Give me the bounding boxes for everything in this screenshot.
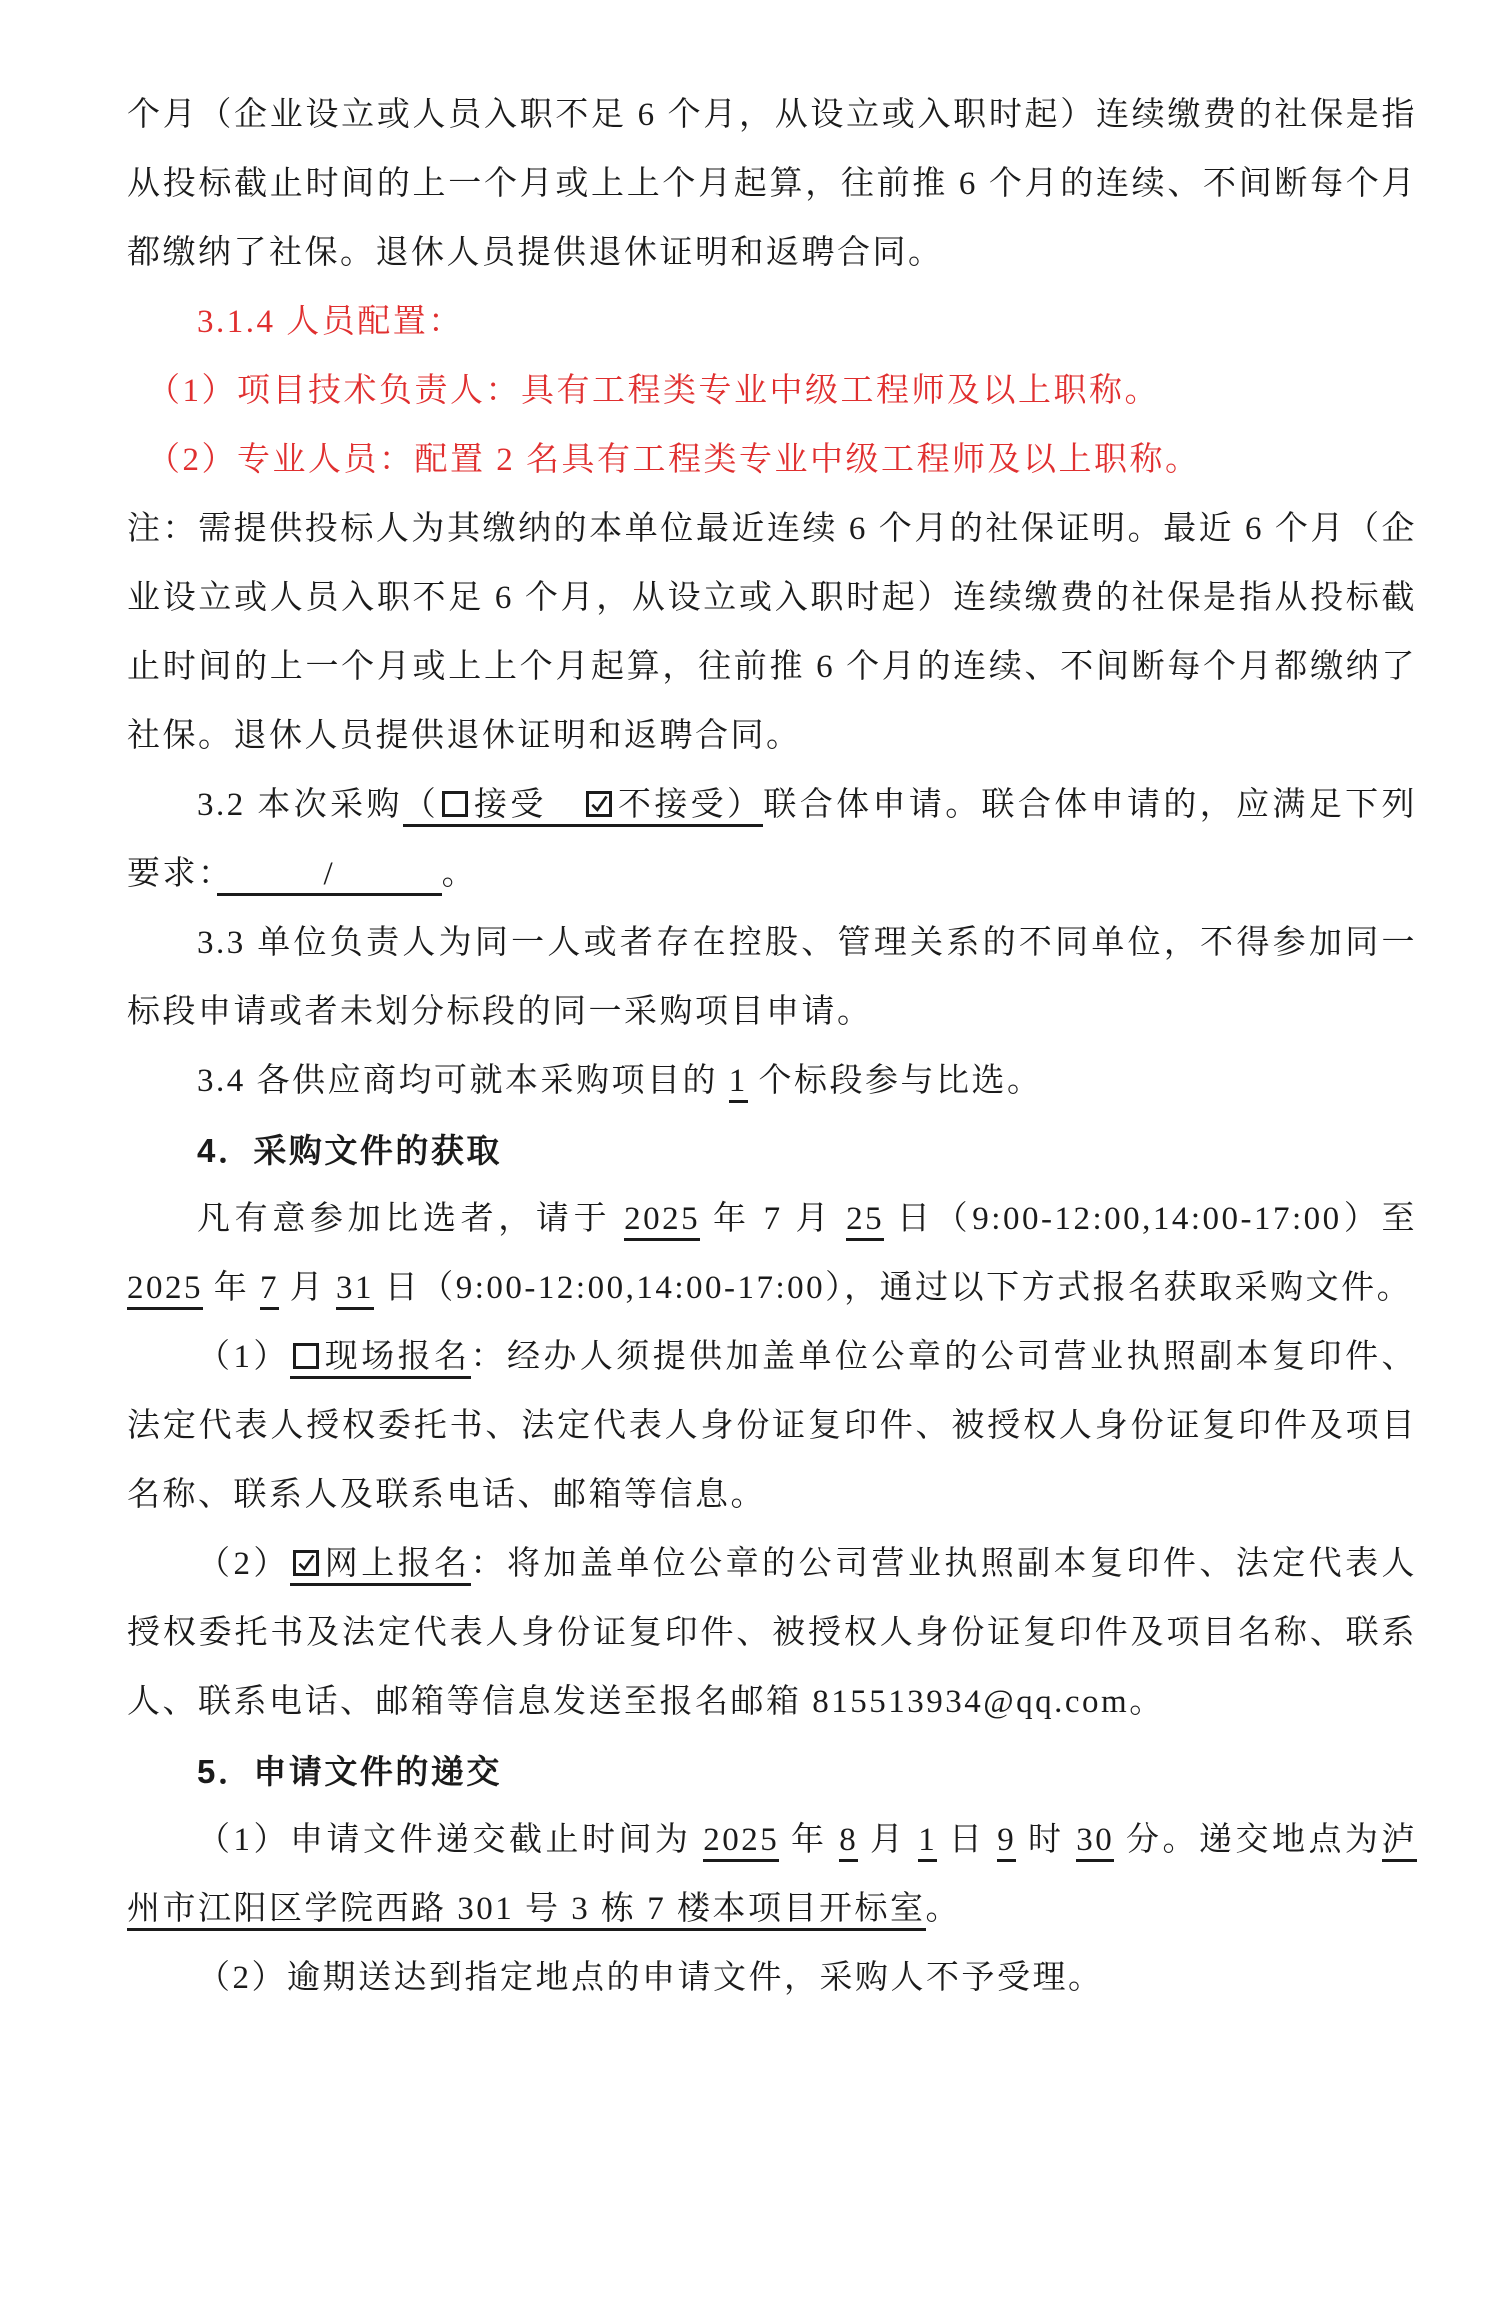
deadline-hour: 9 — [997, 1822, 1016, 1862]
start-year: 2025 — [624, 1201, 700, 1241]
accept-checkbox-unchecked-icon — [442, 791, 468, 817]
accept-label: 接受 — [473, 787, 547, 823]
reject-checkbox-checked-icon — [586, 791, 612, 817]
para-note-social-security — [127, 495, 1417, 771]
onsite-label: 现场报名 — [323, 1339, 471, 1375]
text-run — [217, 856, 324, 892]
end-year: 2025 — [127, 1270, 203, 1310]
heading-5-document-submission — [127, 1737, 1417, 1806]
text-run — [335, 856, 442, 892]
reject-label: 不接受 — [617, 787, 728, 823]
text-run: ： — [470, 1546, 507, 1582]
heading-3-1-4-personnel — [127, 288, 1417, 357]
online-label: 网上报名 — [323, 1546, 471, 1582]
text-run: ） — [727, 787, 764, 823]
consortium-options-underline — [403, 787, 764, 827]
text-run: 。 — [1129, 1684, 1165, 1720]
text-run: 日（9:00-12:00,14:00-17:00），通过以下方式报名获取采购文件。 — [374, 1270, 1413, 1306]
text-run: 时 — [1016, 1822, 1077, 1858]
text-run: 3.4 各供应商均可就本采购项目的 — [197, 1063, 729, 1099]
online-option-underline — [290, 1546, 471, 1586]
end-day: 31 — [336, 1270, 374, 1310]
check-mark-icon — [296, 1553, 316, 1573]
text-run: 月 — [279, 1270, 336, 1306]
text-run: 个标段参与比选。 — [747, 1063, 1043, 1099]
text-run: 3.3 单位负责人为同一人或者存在控股、管理关系的不同单位，不得参加同一标段申请或者未划分标段的同一采购项目申请。 — [127, 925, 1417, 1030]
text-run: （1）申请文件递交截止时间为 — [197, 1822, 704, 1858]
para-social-security-continuation — [127, 81, 1417, 288]
online-checkbox-checked-icon — [293, 1550, 319, 1576]
text-run: 日 — [937, 1822, 998, 1858]
deadline-day: 1 — [918, 1822, 937, 1862]
para-overdue-rejection — [127, 1944, 1417, 2013]
text-run: （1）项目技术负责人：具有工程类专业中级工程师及以上职称。 — [147, 373, 1160, 409]
registration-email: 815513934@qq.com — [812, 1684, 1130, 1720]
heading-text: 5．申请文件的递交 — [197, 1753, 502, 1790]
deadline-minute: 30 — [1076, 1822, 1114, 1862]
text-run: ： — [470, 1339, 507, 1375]
text-run: 年 — [779, 1822, 840, 1858]
text-run: 年 7 月 — [700, 1201, 847, 1237]
text-run: 个月（企业设立或人员入职不足 6 个月，从设立或入职时起）连续缴费的社保是指从投标截止时间的上一个月或上上个月起算，往前推 6 个月的连续、不间断每个月都缴纳了社保。退休人员提供退休证明和返聘合同。 — [127, 97, 1417, 271]
start-day: 25 — [846, 1201, 884, 1241]
para-obtainment-period — [127, 1185, 1417, 1323]
para-3-3-same-responsible-person — [127, 909, 1417, 1047]
lot-count: 1 — [729, 1063, 748, 1103]
heading-text: 4．采购文件的获取 — [197, 1132, 502, 1169]
end-month: 7 — [260, 1270, 279, 1310]
para-3-2-consortium — [127, 771, 1417, 909]
text-run: 将加盖单位公章的公司营业执照副本复印件、法定代表人授权委托书及法定代表人身份证复印件、被授权人身份证复印件及项目名称、联系人、联系电话、邮箱等信息发送至报名邮箱 — [127, 1546, 1418, 1720]
para-online-registration — [127, 1530, 1417, 1737]
red-item-project-tech-lead — [127, 357, 1417, 426]
text-run: 3.1.4 人员配置： — [197, 304, 464, 340]
text-run: （2） — [197, 1546, 290, 1582]
text-run: 凡有意参加比选者，请于 — [197, 1201, 625, 1237]
check-mark-icon — [589, 794, 609, 814]
text-run — [547, 787, 583, 823]
text-run: 经办人须提供加盖单位公章的公司营业执照副本复印件、法定代表人授权委托书、法定代表人身份证复印件、被授权人身份证复印件及项目名称、联系人及联系电话、邮箱等信息。 — [127, 1339, 1418, 1513]
deadline-year: 2025 — [703, 1822, 779, 1862]
text-run: （ — [402, 787, 440, 823]
text-run: 日（9:00-12:00,14:00-17:00）至 — [884, 1201, 1417, 1237]
para-submission-deadline — [127, 1806, 1417, 1944]
deadline-month: 8 — [839, 1822, 858, 1862]
text-run: 注：需提供投标人为其缴纳的本单位最近连续 6 个月的社保证明。最近 6 个月（企业设立或人员入职不足 6 个月，从设立或入职时起）连续缴费的社保是指从投标截止时间的上一个月或上上个月起算，往前推 6 个月的连续、不间断每个月都缴纳了社保。退休人员提供退休证明和返聘合同。 — [127, 511, 1417, 754]
text-run: （2）专业人员：配置 2 名具有工程类专业中级工程师及以上职称。 — [147, 442, 1201, 478]
onsite-checkbox-unchecked-icon — [293, 1343, 319, 1369]
text-run: 年 — [203, 1270, 260, 1306]
text-run: 分。递交地点为 — [1114, 1822, 1382, 1858]
text-run: 月 — [858, 1822, 919, 1858]
text-run: 。 — [441, 856, 478, 892]
text-run: （1） — [197, 1339, 290, 1375]
submission-address: 泸州市江阳区学院西路 301 号 3 栋 7 楼本项目开标室 — [127, 1822, 1417, 1931]
para-onsite-registration — [127, 1323, 1417, 1530]
red-item-professionals — [127, 426, 1417, 495]
text-run: 。 — [925, 1891, 961, 1927]
text-run: （2）逾期送达到指定地点的申请文件，采购人不予受理。 — [197, 1960, 1104, 1996]
blank-field — [217, 856, 442, 896]
heading-4-document-obtainment — [127, 1116, 1417, 1185]
clause-number-text: 3.2 本次采购 — [197, 787, 403, 823]
onsite-option-underline — [290, 1339, 471, 1379]
slash-separator: / — [323, 856, 336, 892]
para-3-4-lot-participation — [127, 1047, 1417, 1116]
text-run: 联合体申请。联合体申请的，应满足下列要求： — [127, 787, 1417, 892]
